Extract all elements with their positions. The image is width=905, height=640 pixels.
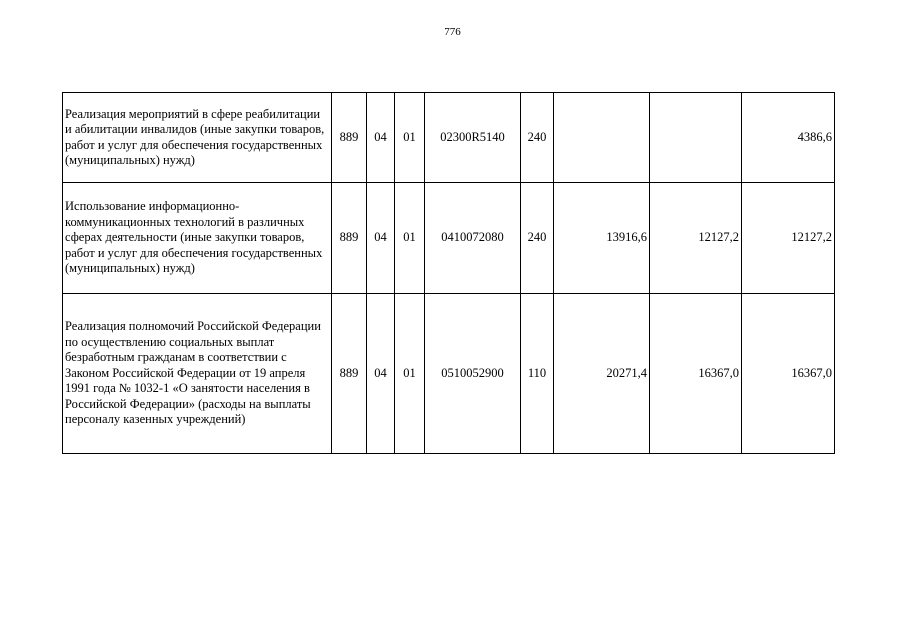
ministry-code: 889 [332,294,367,454]
table-row [63,294,835,454]
subsection-code: 01 [395,183,425,294]
amount-2: 16367,0 [650,294,742,454]
section-code: 04 [367,93,395,183]
page-number: 776 [444,26,461,38]
amount-3: 16367,0 [742,294,835,454]
ministry-code: 889 [332,183,367,294]
ministry-code: 889 [332,93,367,183]
budget-table [62,92,835,454]
target-article-code: 02300R5140 [425,93,521,183]
amount-3: 12127,2 [742,183,835,294]
row-description: Реализация мероприятий в сфере реабилитации и абилитации инвалидов (иные закупки товаров, работ и услуг для обеспечения государственных (муниципальных) нужд) [63,93,332,183]
section-code: 04 [367,183,395,294]
target-article-code: 0410072080 [425,183,521,294]
subsection-code: 01 [395,294,425,454]
row-description: Реализация полномочий Российской Федерации по осуществлению социальных выплат безработным гражданам в соответствии с Законом Российской Федерации от 19 апреля 1991 года № 1032-1 «О занятости населения в Российской Федерации» (расходы на выплаты персоналу казенных учреждений) [63,294,332,454]
expense-type-code: 240 [521,93,554,183]
subsection-code: 01 [395,93,425,183]
expense-type-code: 110 [521,294,554,454]
table-row [63,93,835,183]
row-description: Использование информационно-коммуникационных технологий в различных сферах деятельности (иные закупки товаров, работ и услуг для обеспечения государственных (муниципальных) нужд) [63,183,332,294]
table-row [63,183,835,294]
target-article-code: 0510052900 [425,294,521,454]
amount-1: 20271,4 [554,294,650,454]
amount-3: 4386,6 [742,93,835,183]
amount-2: 12127,2 [650,183,742,294]
section-code: 04 [367,294,395,454]
amount-1 [554,93,650,183]
amount-1: 13916,6 [554,183,650,294]
amount-2 [650,93,742,183]
expense-type-code: 240 [521,183,554,294]
